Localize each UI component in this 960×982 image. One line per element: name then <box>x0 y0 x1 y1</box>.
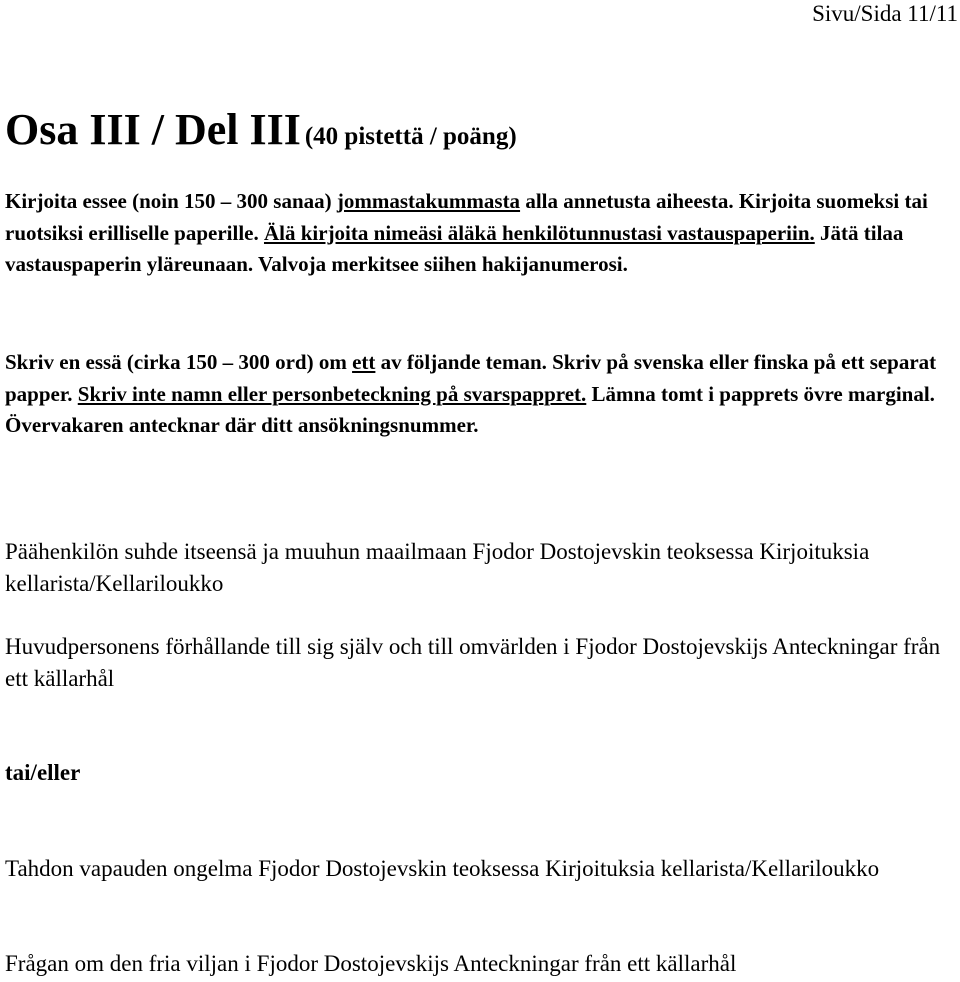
instructions-fi-text-2: alla annetusta aiheesta. Kirjoita suomeksi tai ruotsiksi erilliselle paperille. <box>5 189 928 245</box>
essay-topic-1-finnish: Päähenkilön suhde itseensä ja muuhun maailmaan Fjodor Dostojevskin teoksessa Kirjoituksia kellarista/Kellariloukko <box>5 539 870 596</box>
instructions-fi-emphasis-2: Älä kirjoita nimeäsi äläkä henkilötunnustasi vastauspaperiin. <box>263 220 815 245</box>
instructions-fi-text-1: Kirjoita essee (noin 150 – 300 sanaa) <box>5 189 337 213</box>
instructions-fi-emphasis-1: jommastakummasta <box>336 189 521 213</box>
section-points: (40 pistettä / poäng) <box>304 123 517 150</box>
section-title: Osa III / Del III <box>5 105 301 154</box>
instructions-swedish <box>5 347 960 442</box>
essay-topic-2-swedish: Frågan om den fria viljan i Fjodor Dostojevskijs Anteckningar från ett källarhål <box>5 951 737 976</box>
or-separator: tai/eller <box>5 760 81 785</box>
instructions-sv-text-3: Lämna tomt i papprets övre marginal. Övervakaren antecknar där ditt ansökningsnummer. <box>5 381 935 437</box>
instructions-sv-emphasis-2: Skriv inte namn eller personbeteckning på svarspappret. <box>77 381 587 406</box>
section-heading <box>5 104 517 166</box>
instructions-sv-emphasis-1: ett <box>352 350 376 374</box>
instructions-fi-text-3: Jätä tilaa vastauspaperin yläreunaan. Valvoja merkitsee siihen hakijanumerosi. <box>5 220 904 276</box>
instructions-finnish <box>5 186 960 281</box>
essay-topic-2-finnish: Tahdon vapauden ongelma Fjodor Dostojevskin teoksessa Kirjoituksia kellarista/Kellariloukko <box>5 856 880 881</box>
instructions-sv-text-2: av följande teman. Skriv på svenska eller finska på ett separat papper. <box>5 350 937 406</box>
page-number: Sivu/Sida 11/11 <box>812 1 958 26</box>
essay-topic-1-swedish: Huvudpersonens förhållande till sig själv och till omvärlden i Fjodor Dostojevskijs Anteckningar från ett källarhål <box>5 634 941 691</box>
instructions-sv-text-1: Skriv en essä (cirka 150 – 300 ord) om <box>5 350 353 374</box>
